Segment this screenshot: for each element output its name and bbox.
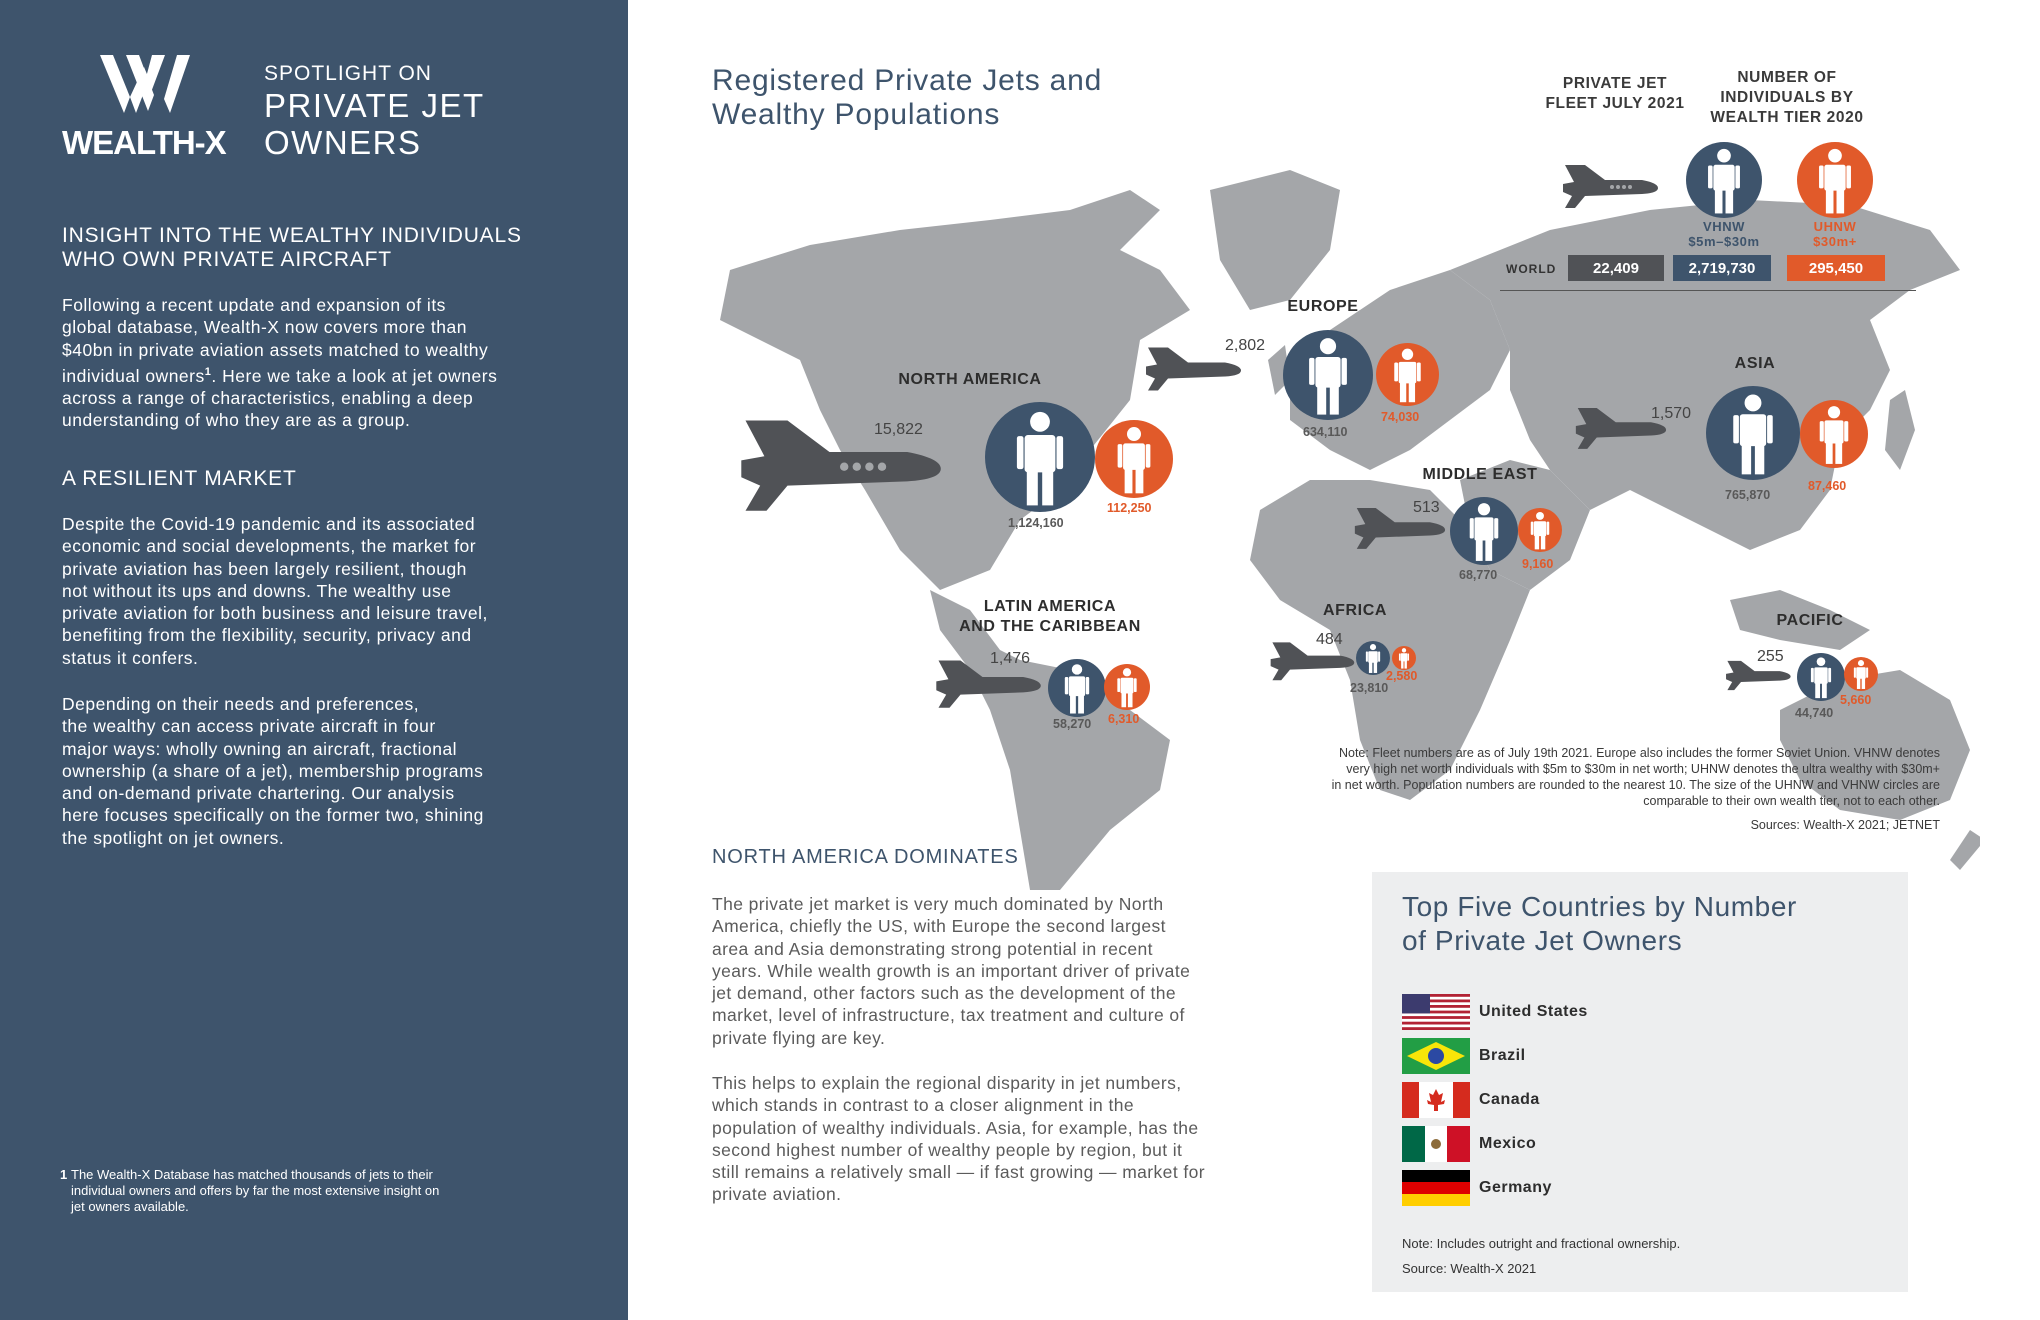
- person-icon: [1048, 659, 1106, 717]
- fleet-middle-east: 513: [1413, 499, 1440, 516]
- intro-footnote-ref[interactable]: 1: [204, 365, 212, 378]
- region-name-pacific: PACIFIC: [1776, 612, 1844, 629]
- country-2: Brazil: [1479, 1047, 1526, 1064]
- legend-vhnw-label: VHNW $5m–$30m: [1688, 219, 1760, 249]
- map-note: Note: Fleet numbers are as of July 19th 2021. Europe also includes the former Soviet Union. VHNW denotes very high net worth individuals with $5m to $30m in net worth; UHNW denotes the ultra wealthy with $30m+ in net worth. Population numbers are rounded to the nearest 10. The size of the UHNW and VHNW circles are comparable to their own wealth tier, not to each other.: [1331, 746, 1940, 808]
- region-name-latin-america: LATIN AMERICA AND THE CARIBBEAN: [959, 598, 1141, 635]
- uhnw-middle-east: 9,160: [1522, 557, 1554, 571]
- vhnw-europe: 634,110: [1303, 425, 1348, 439]
- uhnw-pacific: 5,660: [1840, 693, 1872, 707]
- world-vhnw-badge: 2,719,730: [1673, 255, 1771, 281]
- country-1: United States: [1479, 1003, 1588, 1020]
- uhnw-latin-america: 6,310: [1108, 712, 1140, 726]
- resilient-heading: A RESILIENT MARKET: [62, 467, 297, 490]
- tier-header: NUMBER OF INDIVIDUALS BY WEALTH TIER 2020: [1710, 69, 1864, 126]
- person-icon: [1844, 657, 1878, 691]
- person-icon: [1095, 420, 1173, 498]
- dominates-heading: NORTH AMERICA DOMINATES: [712, 846, 1019, 868]
- person-icon: [1392, 646, 1416, 670]
- vhnw-circle-europe: [1283, 330, 1373, 420]
- vhnw-circle-latin-america: [1048, 659, 1106, 717]
- uhnw-circle-asia: [1800, 400, 1868, 468]
- region-name-north-america: NORTH AMERICA: [898, 371, 1042, 388]
- region-name-asia: ASIA: [1734, 355, 1776, 372]
- country-5: Germany: [1479, 1179, 1552, 1196]
- vhnw-circle-middle-east: [1450, 497, 1518, 565]
- vhnw-circle-pacific: [1797, 653, 1845, 701]
- vhnw-middle-east: 68,770: [1459, 568, 1498, 582]
- country-3: Canada: [1479, 1091, 1540, 1108]
- intro-text: Following a recent update and expansion of its global database, Wealth-X now covers more than $40bn in private aviation assets matched to wealthy individual owners: [62, 295, 489, 386]
- vhnw-circle-north-america: [985, 402, 1095, 512]
- mexico-flag-icon: [1402, 1126, 1470, 1162]
- map-title: Registered Private Jets and Wealthy Populations: [712, 64, 1103, 131]
- spotlight-label: SPOTLIGHT ON: [264, 62, 432, 85]
- legend-uhnw-label: UHNW $30m+: [1813, 219, 1857, 249]
- top-five-note: Note: Includes outright and fractional ownership.: [1402, 1236, 1681, 1251]
- country-4: Mexico: [1479, 1135, 1537, 1152]
- top-five-panel: [1372, 872, 1908, 1292]
- germany-flag-icon: [1402, 1170, 1470, 1206]
- region-name-middle-east: MIDDLE EAST: [1422, 466, 1538, 483]
- region-name-europe: EUROPE: [1287, 298, 1359, 315]
- world-fleet-badge: 22,409: [1568, 255, 1664, 281]
- person-icon: [1450, 497, 1518, 565]
- fleet-asia: 1,570: [1651, 405, 1692, 422]
- footnote-number: 1: [60, 1167, 68, 1182]
- person-icon: [1518, 508, 1562, 552]
- person-icon: [1706, 386, 1800, 480]
- uhnw-circle-pacific: [1844, 657, 1878, 691]
- world-uhnw-badge: 295,450: [1787, 255, 1885, 281]
- vhnw-asia: 765,870: [1725, 488, 1771, 502]
- uhnw-europe: 74,030: [1381, 410, 1420, 424]
- top-five-source: Source: Wealth-X 2021: [1402, 1261, 1537, 1276]
- person-icon: [1797, 653, 1845, 701]
- us-flag-icon: [1402, 994, 1470, 1030]
- dominates-paragraph-1: The private jet market is very much dominated by North America, chiefly the US, with Europe the second largest area and Asia demonstrating strong potential in recent years. While wealth growth is an important driver of private jet demand, other factors such as the development of the market, level of infrastructure, tax treatment and culture of private flying are key.: [712, 894, 1191, 1048]
- fleet-pacific: 255: [1757, 648, 1784, 665]
- logo-text: WEALTH-X: [62, 124, 226, 161]
- resilient-paragraph-2: Depending on their needs and preferences, the wealthy can access private aircraft in four major ways: wholly owning an aircraft, fractional ownership (a share of a jet), membership programs and on-demand private chartering. Our analysis here focuses specifically on the former two, shining the spotlight on jet owners.: [62, 694, 484, 848]
- brazil-flag-icon: [1402, 1038, 1470, 1074]
- uhnw-asia: 87,460: [1808, 479, 1847, 493]
- vhnw-circle-asia: [1706, 386, 1800, 480]
- wealthx-logo-icon: [100, 55, 190, 117]
- uhnw-circle-north-america: [1095, 420, 1173, 498]
- person-icon: [1686, 142, 1762, 218]
- person-icon: [1800, 400, 1868, 468]
- map-sources: Sources: Wealth-X 2021; JETNET: [1750, 818, 1940, 832]
- fleet-africa: 484: [1316, 631, 1343, 648]
- footnote: The Wealth-X Database has matched thousands of jets to their individual owners and offers by far the most extensive insight on jet owners available.: [71, 1167, 440, 1214]
- uhnw-circle-europe: [1376, 343, 1439, 406]
- fleet-north-america: 15,822: [874, 421, 923, 438]
- vhnw-north-america: 1,124,160: [1008, 516, 1064, 530]
- fleet-header: PRIVATE JET FLEET JULY 2021: [1545, 75, 1685, 112]
- canada-flag-icon: [1402, 1082, 1470, 1118]
- uhnw-north-america: 112,250: [1107, 501, 1152, 515]
- intro-paragraph: [62, 294, 607, 432]
- person-icon: [1356, 641, 1390, 675]
- legend-jet-icon: [1560, 160, 1660, 210]
- sidebar: [0, 0, 628, 1320]
- legend-divider: [1500, 290, 1916, 291]
- insight-heading: INSIGHT INTO THE WEALTHY INDIVIDUALS WHO OWN PRIVATE AIRCRAFT: [62, 224, 522, 271]
- vhnw-pacific: 44,740: [1795, 706, 1834, 720]
- world-label: WORLD: [1506, 262, 1557, 276]
- uhnw-circle-middle-east: [1518, 508, 1562, 552]
- page-title: PRIVATE JET OWNERS: [264, 87, 485, 161]
- person-icon: [1376, 343, 1439, 406]
- uhnw-circle-latin-america: [1104, 664, 1150, 710]
- jet-icon-africa: [1267, 638, 1357, 682]
- resilient-paragraph-1: Despite the Covid-19 pandemic and its associated economic and social developments, the market for private aviation has been largely resilient, though not without its ups and downs. The wealthy use private aviation for both business and leisure travel, benefiting from the flexibility, security, privacy and status it confers.: [62, 514, 488, 668]
- uhnw-africa: 2,580: [1386, 669, 1418, 683]
- fleet-europe: 2,802: [1225, 337, 1266, 354]
- vhnw-latin-america: 58,270: [1053, 717, 1092, 731]
- legend-vhnw-icon: [1686, 142, 1762, 218]
- person-icon: [985, 402, 1095, 512]
- person-icon: [1104, 664, 1150, 710]
- top-five-title: Top Five Countries by Number of Private Jet Owners: [1402, 891, 1797, 956]
- vhnw-circle-africa: [1356, 641, 1390, 675]
- uhnw-circle-africa: [1392, 646, 1416, 670]
- person-icon: [1797, 142, 1873, 218]
- intro-text-2: . Here we take a look at jet owners across a range of characteristics, enabling a deep understanding of who they are as a group.: [62, 365, 498, 431]
- fleet-latin-america: 1,476: [990, 650, 1031, 667]
- vhnw-africa: 23,810: [1350, 681, 1389, 695]
- dominates-paragraph-2: This helps to explain the regional disparity in jet numbers, which stands in contrast to a closer alignment in the population of wealthy individuals. Asia, for example, has the second highest number of wealthy people by region, but it still remains a relatively small — if fast growing — market for private aviation.: [712, 1073, 1205, 1205]
- person-icon: [1283, 330, 1373, 420]
- region-name-africa: AFRICA: [1322, 602, 1388, 619]
- legend-uhnw-icon: [1797, 142, 1873, 218]
